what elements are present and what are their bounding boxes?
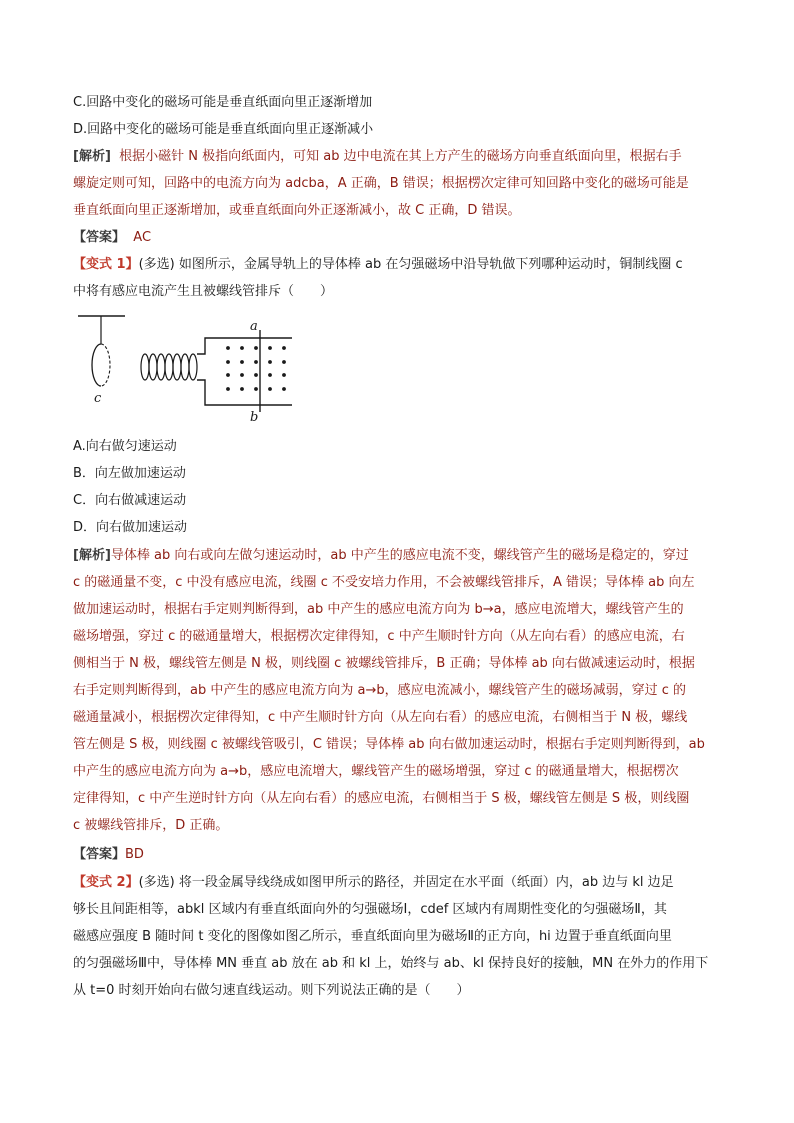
variant2-question-text: (多选) 将一段金属导线绕成如图甲所示的路径，并固定在水平面（纸面）内，ab 边与 kl 边足 [138, 875, 674, 890]
variant1-answer-label: 【答案】 [73, 847, 126, 862]
variant1-analysis-line-2: c 的磁通量不变，c 中没有感应电流，线圈 c 不受安培力作用，不会被螺线管排斥，A 错误；导体棒 ab 向左 [73, 575, 695, 590]
variant2-question-line-4: 的匀强磁场Ⅲ中，导体棒 MN 垂直 ab 放在 ab 和 kl 上，始终与 ab、kl 保持良好的接触，MN 在外力的作用下 [73, 956, 709, 971]
variant1-answer-value: BD [125, 847, 144, 862]
prev-option-c: C.回路中变化的磁场可能是垂直纸面向里正逐渐增加 [73, 95, 373, 110]
field-dot [282, 373, 286, 377]
variant1-option-b: B．向左做加速运动 [73, 466, 186, 481]
prev-option-d: D.回路中变化的磁场可能是垂直纸面向里正逐渐减小 [73, 122, 374, 137]
field-dot [268, 360, 272, 364]
variant1-analysis-label: [解析] [73, 548, 111, 563]
coil-c-front [92, 344, 101, 386]
field-dot [226, 346, 230, 350]
variant2-question-line-1 [73, 874, 723, 892]
label-a: a [250, 319, 258, 334]
variant1-question-line-2: 中将有感应电流产生且被螺线管排斥（ ） [73, 284, 334, 299]
field-dot [254, 360, 258, 364]
field-dot [282, 360, 286, 364]
field-dot [254, 387, 258, 391]
coil-c-back [101, 344, 110, 386]
field-dot [254, 346, 258, 350]
field-dot [268, 387, 272, 391]
field-dot [268, 373, 272, 377]
variant2-question-line-5: 从 t=0 时刻开始向右做匀速直线运动。则下列说法正确的是（ ） [73, 983, 470, 998]
variant1-analysis-line-5: 侧相当于 N 极，螺线管左侧是 N 极，则线圈 c 被螺线管排斥，B 正确；导体棒 ab 向右做减速运动时，根据 [73, 656, 695, 671]
variant1-option-a: A.向右做匀速运动 [73, 439, 177, 454]
field-dot [254, 373, 258, 377]
field-dot [226, 373, 230, 377]
rail-top [197, 338, 292, 354]
answer-label: 【答案】 [73, 230, 126, 245]
variant1-option-c: C．向右做减速运动 [73, 493, 187, 508]
analysis-label: [解析] [73, 149, 111, 164]
magnetic-field-dots [226, 346, 286, 391]
variant1-analysis-line-11: c 被螺线管排斥，D 正确。 [73, 818, 229, 833]
field-dot [282, 346, 286, 350]
variant1-analysis-line-8: 管左侧是 S 极，则线圈 c 被螺线管吸引，C 错误；导体棒 ab 向右做加速运动时，根据右手定则判断得到，ab [73, 737, 705, 752]
variant2-question-line-2: 够长且间距相等，abkl 区域内有垂直纸面向外的匀强磁场Ⅰ，cdef 区域内有周期性变化的匀强磁场Ⅱ，其 [73, 902, 667, 917]
field-dot [226, 360, 230, 364]
variant1-question-line-1 [73, 256, 723, 274]
variant1-question-text: (多选) 如图所示，金属导轨上的导体棒 ab 在匀强磁场中沿导轨做下列哪种运动时，铜制线圈 c [138, 257, 683, 272]
label-b: b [250, 410, 259, 422]
variant1-analysis-line-1 [73, 547, 723, 565]
variant1-analysis-line-7: 磁通量减小，根据楞次定律得知，c 中产生顺时针方向（从左向右看）的感应电流，右侧相当于 N 极，螺线 [73, 710, 688, 725]
prev-analysis-line-2: 螺旋定则可知，回路中的电流方向为 adcba，A 正确，B 错误；根据楞次定律可知回路中变化的磁场可能是 [73, 176, 689, 191]
variant1-option-d: D．向右做加速运动 [73, 520, 188, 535]
solenoid [141, 354, 197, 380]
variant1-analysis-line-9: 中产生的感应电流方向为 a→b，感应电流增大，螺线管产生的磁场增强，穿过 c 的磁通量增大，根据楞次 [73, 764, 679, 779]
field-dot [240, 346, 244, 350]
variant2-question-line-3: 磁感应强度 B 随时间 t 变化的图像如图乙所示，垂直纸面向里为磁场Ⅱ的正方向，hi 边置于垂直纸面向里 [73, 929, 672, 944]
prev-analysis-line-3: 垂直纸面向里正逐渐增加，或垂直纸面向外正逐渐减小，故 C 正确，D 错误。 [73, 203, 521, 218]
field-dot [268, 346, 272, 350]
variant1-analysis-line-6: 右手定则判断得到，ab 中产生的感应电流方向为 a→b，感应电流减小，螺线管产生的磁场减弱，穿过 c 的 [73, 683, 687, 698]
variant1-analysis-line-4: 磁场增强，穿过 c 的磁通量增大，根据楞次定律得知，c 中产生顺时针方向（从左向右看）的感应电流，右 [73, 629, 685, 644]
circuit-diagram [70, 312, 300, 422]
field-dot [240, 360, 244, 364]
variant1-analysis-text: 导体棒 ab 向右或向左做匀速运动时，ab 中产生的感应电流不变，螺线管产生的磁场是稳定的，穿过 [110, 548, 689, 563]
variant1-label: 【变式 1】 [73, 257, 139, 272]
prev-analysis-line-1 [73, 148, 723, 166]
variant1-analysis-line-10: 定律得知，c 中产生逆时针方向（从左向右看）的感应电流，右侧相当于 S 极，螺线管左侧是 S 极，则线圈 [73, 791, 690, 806]
variant1-analysis-line-3: 做加速运动时，根据右手定则判断得到，ab 中产生的感应电流方向为 b→a，感应电流增大，螺线管产生的 [73, 602, 684, 617]
rail-bottom [197, 380, 292, 405]
label-c: c [94, 391, 102, 406]
field-dot [240, 387, 244, 391]
answer-value: AC [133, 230, 152, 245]
field-dot [226, 387, 230, 391]
variant1-figure [70, 312, 300, 422]
field-dot [282, 387, 286, 391]
analysis-text: 根据小磁针 N 极指向纸面内，可知 ab 边中电流在其上方产生的磁场方向垂直纸面向里，根据右手 [119, 149, 682, 164]
variant1-answer [73, 846, 723, 864]
variant2-label: 【变式 2】 [73, 875, 139, 890]
prev-answer [73, 229, 723, 247]
field-dot [240, 373, 244, 377]
